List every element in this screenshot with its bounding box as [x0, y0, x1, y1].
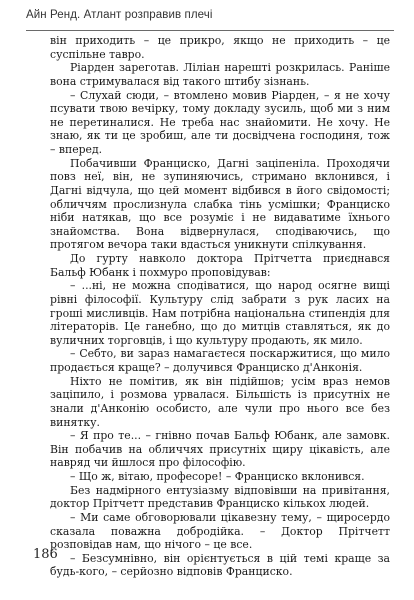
paragraph: Ніхто не помітив, як він підійшов; усім враз немов зaціпило, і розмова урвалася. Більшість із присутніх не знали д'Анконію особисто, але чули про нього все без винятку.	[50, 374, 390, 429]
body-text	[50, 34, 390, 579]
paragraph: Побачивши Франциско, Дагні заціпеніла. Проходячи повз неї, він, не зупиняючись, стримано вклонився, і Дагні відчула, що цей момент відбився в його свідомості; обличчям прослизнула слабка тінь усмішки; Франциско ніби натякав, що все розуміє і не видаватиме їхнього знайомства. Вона відвернулася, сподіваючись, що протягом вечора таки вдасться уникнути спілкування.	[50, 156, 390, 252]
page-number: 186	[33, 547, 58, 562]
paragraph: – Слухай сюди, – втомлено мовив Ріарден, – я не хочу псувати твою вечірку, тому докладу зусиль, щоб ми з ним не перетиналися. Не треба нас знайомити. Не хочу. Не знаю, як ти це зробиш, але ти досвідчена господиня, тож – вперед.	[50, 88, 390, 156]
paragraph: – Безсумнівно, він орієнтується в цій темі краще за будь-кого, – серйозно відповів Франциско.	[50, 551, 390, 579]
paragraph: – ...ні, не можна сподіватися, що народ осягне вищі рівні філософії. Культуру слід забрати з рук ласих на гроші мисливців. Нам потрібна національна стипендія для літераторів. Це ганебно, що до митців ставляться, як до вуличних торговців, і що культуру продають, як мило.	[50, 279, 390, 347]
paragraph: – Ми саме обговорювали цікавезну тему, – щиросердо сказала поважна добродійка. – Доктор Прітчетт розповідав нам, що нічого – це все.	[50, 510, 390, 552]
paragraph: – Себто, ви зараз намагаєтеся поскаржитися, що мило продається краще? – долучився Франциско д'Анконія.	[50, 347, 390, 374]
paragraph: – Я про те... – гнівно почав Бальф Юбанк, але замовк. Він побачив на обличчях присутніх щиру цікавість, але навряд чи йшлося про філософію.	[50, 429, 390, 470]
paragraph: Без надмірного ентузіазму відповівши на привітання, доктор Прітчетт представив Франциско кількох людей.	[50, 483, 390, 511]
paragraph-continued: він приходить – це прикро, якщо не приходить – це суспільне тавро.	[50, 34, 390, 61]
paragraph: До гурту навколо доктора Прітчетта приєднався Бальф Юбанк і похмуро проповідував:	[50, 252, 390, 279]
paragraph: – Що ж, вітаю, професоре! – Франциско вклонився.	[70, 470, 365, 483]
header-rule	[26, 30, 394, 31]
paragraph: Ріарден зареготав. Ліліан нарешті розкрилась. Раніше вона стримувалася від такого штибу зізнань.	[50, 61, 390, 88]
running-head: Айн Ренд. Атлант розправив плечі	[26, 9, 213, 21]
